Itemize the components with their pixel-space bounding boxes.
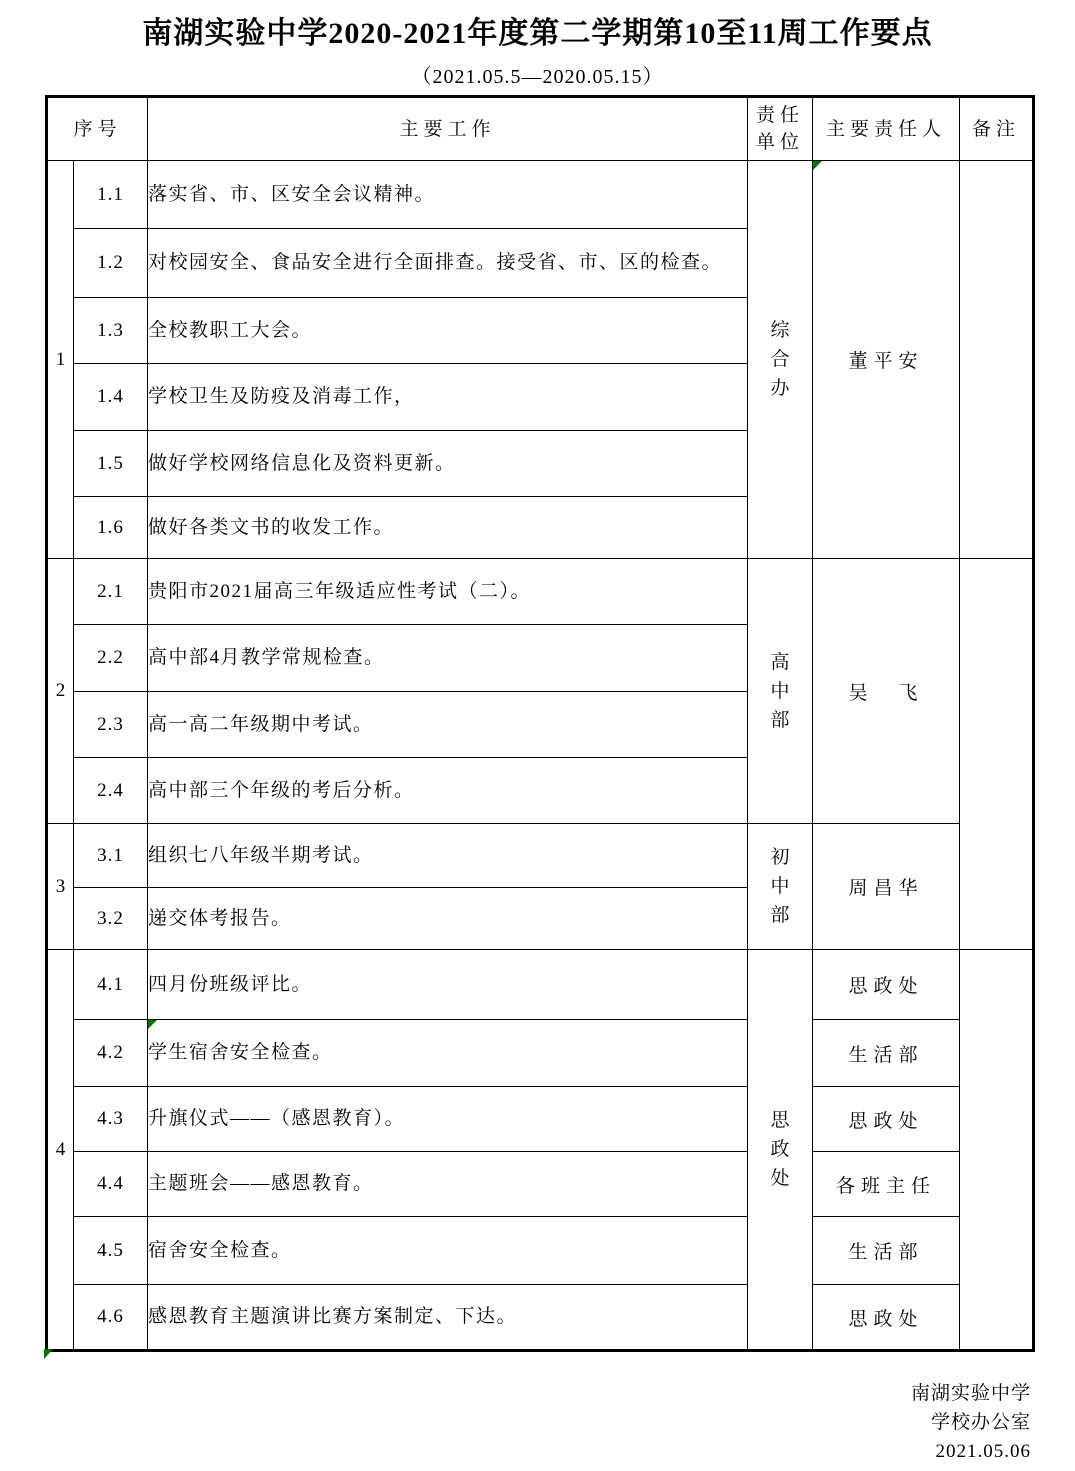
table-row xyxy=(47,1217,1034,1285)
row-number-cell: 4.3 xyxy=(74,1087,148,1152)
work-cell: 对校园安全、食品安全进行全面排查。接受省、市、区的检查。 xyxy=(148,229,748,298)
work-cell: 做好各类文书的收发工作。 xyxy=(148,497,748,559)
work-cell: 高中部4月教学常规检查。 xyxy=(148,625,748,692)
row-number-cell: 4.1 xyxy=(74,950,148,1020)
row-number-cell: 1.3 xyxy=(74,298,148,364)
work-cell: 宿舍安全检查。 xyxy=(148,1217,748,1285)
person-cell: 生活部 xyxy=(813,1020,960,1087)
row-number-cell: 4.6 xyxy=(74,1285,148,1351)
work-cell: 组织七八年级半期考试。 xyxy=(148,824,748,888)
person-cell xyxy=(813,161,960,559)
person-cell xyxy=(813,824,960,950)
row-number-cell: 1.5 xyxy=(74,431,148,497)
note-cell xyxy=(960,950,1034,1351)
unit-label: 综合办 xyxy=(770,320,790,399)
header-note: 备注 xyxy=(960,97,1034,161)
person-cell: 生活部 xyxy=(813,1217,960,1285)
row-number-cell: 3.1 xyxy=(74,824,148,888)
person-cell: 思政处 xyxy=(813,1087,960,1152)
unit-cell xyxy=(748,559,813,824)
header-work: 主要工作 xyxy=(148,97,748,161)
unit-label: 初中部 xyxy=(770,847,790,926)
unit-cell xyxy=(748,161,813,559)
work-cell: 主题班会——感恩教育。 xyxy=(148,1152,748,1217)
row-number-cell: 2.1 xyxy=(74,559,148,625)
page-title: 南湖实验中学2020-2021年度第二学期第10至11周工作要点 xyxy=(142,17,933,50)
row-number-cell: 1.6 xyxy=(74,497,148,559)
person-cell: 思政处 xyxy=(813,950,960,1020)
row-number-cell: 1.4 xyxy=(74,364,148,431)
header-person: 主要责任人 xyxy=(813,97,960,161)
table-header-row xyxy=(47,97,1034,161)
footer-office-name: 学校办公室 xyxy=(930,1412,1031,1433)
row-number-cell: 4.2 xyxy=(74,1020,148,1087)
table-row xyxy=(47,559,1034,625)
header-index: 序号 xyxy=(47,97,148,161)
row-number-cell: 3.2 xyxy=(74,888,148,950)
table-row xyxy=(47,1020,1034,1087)
footer-date: 2021.05.06 xyxy=(935,1441,1031,1462)
person-label: 周昌华 xyxy=(848,878,924,899)
document-footer xyxy=(911,1379,1031,1466)
row-number-cell: 2.3 xyxy=(74,692,148,758)
footer-school-name: 南湖实验中学 xyxy=(910,1383,1031,1404)
note-cell xyxy=(960,559,1034,950)
row-number-cell: 1.2 xyxy=(74,229,148,298)
person-label: 吴 飞 xyxy=(848,682,924,704)
header-unit xyxy=(748,97,813,161)
comment-marker-icon xyxy=(148,1020,157,1029)
section-number-cell: 1 xyxy=(47,161,74,559)
work-label: 学生宿舍安全检查。 xyxy=(148,1042,333,1063)
work-cell: 全校教职工大会。 xyxy=(148,298,748,364)
table-row xyxy=(47,1285,1034,1351)
table-row xyxy=(47,1152,1034,1217)
work-cell: 学校卫生及防疫及消毒工作， xyxy=(148,364,748,431)
work-cell: 高一高二年级期中考试。 xyxy=(148,692,748,758)
row-number-cell: 4.4 xyxy=(74,1152,148,1217)
row-number-cell: 2.4 xyxy=(74,758,148,824)
row-number-cell: 1.1 xyxy=(74,161,148,229)
work-plan-table xyxy=(45,95,1035,1352)
person-label: 董平安 xyxy=(848,351,924,372)
row-number-cell: 2.2 xyxy=(74,625,148,692)
work-cell: 高中部三个年级的考后分析。 xyxy=(148,758,748,824)
work-cell: 递交体考报告。 xyxy=(148,888,748,950)
table-row xyxy=(47,161,1034,229)
work-cell: 感恩教育主题演讲比赛方案制定、下达。 xyxy=(148,1285,748,1351)
header-unit-label: 责任单位 xyxy=(756,105,805,153)
work-cell: 四月份班级评比。 xyxy=(148,950,748,1020)
work-cell xyxy=(148,1020,748,1087)
unit-label: 思政处 xyxy=(770,1110,790,1189)
section-number-cell: 2 xyxy=(47,559,74,824)
row-number-cell: 4.5 xyxy=(74,1217,148,1285)
unit-label: 高中部 xyxy=(770,651,790,731)
note-cell xyxy=(960,161,1034,559)
section-number-cell: 3 xyxy=(47,824,74,950)
section-number-cell: 4 xyxy=(47,950,74,1351)
work-cell: 升旗仪式——（感恩教育）。 xyxy=(148,1087,748,1152)
work-cell: 落实省、市、区安全会议精神。 xyxy=(148,161,748,229)
table-row xyxy=(47,824,1034,888)
unit-cell xyxy=(748,824,813,950)
table-row xyxy=(47,1087,1034,1152)
person-cell xyxy=(813,559,960,824)
comment-marker-icon xyxy=(813,161,822,170)
work-cell: 贵阳市2021届高三年级适应性考试（二）。 xyxy=(148,559,748,625)
person-cell: 各班主任 xyxy=(813,1152,960,1217)
person-cell: 思政处 xyxy=(813,1285,960,1351)
unit-cell xyxy=(748,950,813,1351)
date-range: （2021.05.5—2020.05.15） xyxy=(411,66,664,88)
table-row xyxy=(47,950,1034,1020)
work-cell: 做好学校网络信息化及资料更新。 xyxy=(148,431,748,497)
